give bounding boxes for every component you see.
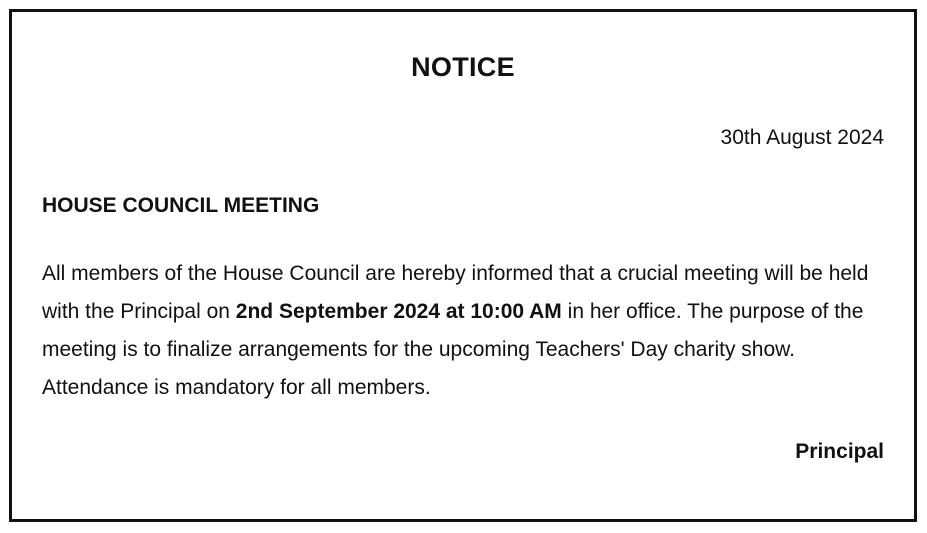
notice-frame [9,9,917,522]
notice-body-highlight: 2nd September 2024 at 10:00 AM [235,300,562,323]
notice-title: NOTICE [411,52,515,82]
notice-body-part1: All members of the House Council are hereby informed that a crucial meeting will be held with the Principal on [42,262,869,323]
notice-signature: Principal [795,440,884,463]
notice-body [42,255,902,407]
notice-subject: HOUSE COUNCIL MEETING [42,194,320,217]
notice-date: 30th August 2024 [720,126,884,149]
notice-body-part2: in her office. The purpose of the meeting is to finalize arrangements for the upcoming Teachers' Day charity show. Attendance is mandatory for all members. [42,300,864,399]
